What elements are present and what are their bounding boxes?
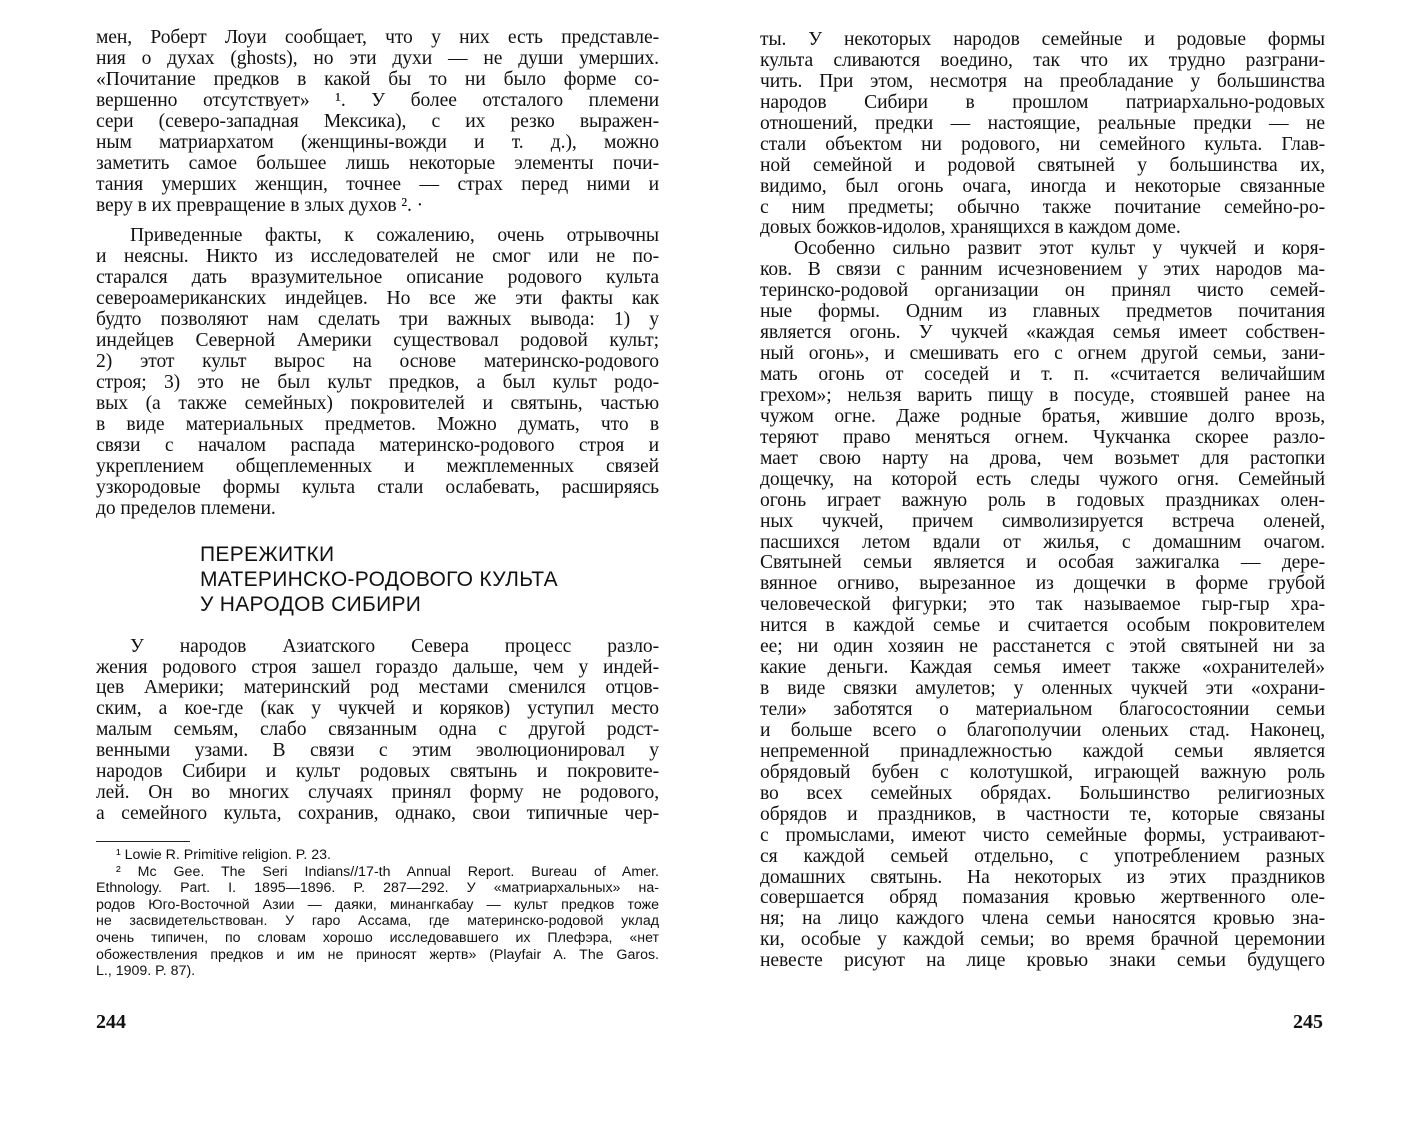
page-number-right: 245: [1293, 1011, 1323, 1033]
text-line: вершенно отсутствует» ¹. У более отсталого племени: [96, 89, 659, 111]
footnotes: [96, 847, 659, 980]
footnote-line: ¹ Lowie R. Primitive religion. P. 23.: [116, 847, 331, 863]
text-line: во всех семейных обрядах. Большинство религиозных: [760, 782, 1325, 804]
text-line: стали объектом ни родового, ни семейного культа. Глав-: [760, 133, 1325, 155]
text-line: ков. В связи с ранним исчезновением у этих народов ма-: [760, 259, 1325, 281]
text-line: 2) этот культ вырос на основе материнско-родового: [96, 351, 659, 373]
text-line: ния о духах (ghosts), но эти духи — не души умерших.: [96, 47, 659, 69]
text-line: вых (а также семейных) покровителей и святынь, частью: [96, 392, 659, 414]
text-line: ским, а кое-где (как у чукчей и коряков) уступил место: [96, 698, 659, 720]
text-line: тания умерших женщин, точнее — страх перед ними и: [96, 173, 659, 195]
text-line: Приведенные факты, к сожалению, очень отрывочны: [130, 225, 659, 247]
left-paragraph-3: [96, 637, 659, 825]
text-line: пасшихся летом вдали от жилья, с домашним очагом.: [760, 531, 1325, 553]
text-line: до пределов племени.: [96, 497, 276, 519]
heading-line: ПЕРЕЖИТКИ: [200, 542, 335, 566]
text-line: является огонь. У чукчей «каждая семья имеет собствен-: [760, 322, 1325, 344]
footnote-line: L., 1909. P. 87).: [96, 963, 196, 980]
text-line: невесте рисуют на лице кровью знаки семьи будущего: [760, 950, 1325, 972]
right-text-block: [760, 30, 1325, 972]
text-line: вянное огниво, вырезанное из дощечки в форме грубой: [760, 573, 1325, 595]
text-line: видимо, был огонь очага, иногда и некоторые связанные: [760, 175, 1325, 197]
text-line: теринско-родовой организации он принял чисто семей-: [760, 280, 1325, 302]
text-line: ее; ни один хозяин не расстанется с этой святыней ни за: [760, 636, 1325, 658]
text-line: чить. При этом, несмотря на преобладание у большинства: [760, 70, 1325, 92]
text-line: отношений, предки — настоящие, реальные предки — не: [760, 112, 1325, 134]
text-line: ки, особые у каждой семьи; во время брачной церемонии: [760, 929, 1325, 951]
text-line: малым семьям, слабо связанным одна с другой родст-: [96, 719, 659, 741]
text-line: и неясны. Никто из исследователей не смог или не по-: [96, 246, 659, 268]
text-line: культа сливаются воедино, так что их трудно разграни-: [760, 49, 1325, 71]
text-line: У народов Азиатского Севера процесс разло-: [130, 635, 659, 657]
text-line: мать огонь от соседей и т. п. «считается величайшим: [760, 364, 1325, 385]
left-paragraph-1: [96, 28, 659, 216]
text-line: Особенно сильно развит этот культ у чукчей и коря-: [794, 238, 1325, 260]
text-line: обрядов и праздников, в частности те, которые связаны: [760, 803, 1325, 825]
text-line: тели» заботятся о материальном благосостоянии семьи: [760, 699, 1325, 720]
footnote-divider: [96, 841, 190, 842]
footnote-line: очень типичен, по словам хорошо исследовавшего их Плефэра, «нет: [96, 929, 659, 946]
text-line: связи с началом распада материнско-родового строя и: [96, 434, 659, 456]
text-line: совершается обряд помазания кровью жертвенного оле-: [760, 887, 1325, 909]
text-line: строя; 3) это не был культ предков, а был культ родо-: [96, 372, 659, 393]
text-line: народов Сибири и культ родовых святынь и покровите-: [96, 761, 659, 783]
text-line: довых божков-идолов, хранящихся в каждом доме.: [760, 217, 1181, 239]
text-line: нится в каждой семье и считается особым покровителем: [760, 615, 1325, 637]
text-line: североамериканских индейцев. Но все же эти факты как: [96, 288, 659, 310]
text-line: будто позволяют нам сделать три важных вывода: 1) у: [96, 309, 659, 331]
text-line: ня; на лицо каждого члена семьи наносятся кровью зна-: [760, 908, 1325, 930]
text-line: заметить самое большее лишь некоторые элементы почи-: [96, 152, 659, 174]
footnote-line: родов Юго-Восточной Азии — даяки, минангкабау — культ предков тоже: [96, 896, 659, 913]
text-line: дощечку, на которой есть следы чужого огня. Семейный: [760, 468, 1325, 490]
section-heading: [200, 542, 659, 617]
text-line: ный огонь», и смешивать его с огнем другой семьи, зани-: [760, 343, 1325, 365]
text-line: и больше всего о благополучии оленьих стад. Наконец,: [760, 719, 1325, 741]
text-line: ным матриархатом (женщины-вожди и т. д.), можно: [96, 131, 659, 153]
text-line: грехом»; нельзя варить пищу в посуде, стоявшей ранее на: [760, 384, 1325, 406]
text-line: чужом огне. Даже родные братья, жившие долго врозь,: [760, 405, 1325, 427]
text-line: огонь играет важную роль в годовых праздниках олен-: [760, 489, 1325, 511]
text-line: Святыней семьи является и особая зажигалка — дере-: [760, 552, 1325, 574]
right-page: [760, 0, 1325, 1131]
text-line: веру в их превращение в злых духов ². ·: [96, 194, 424, 216]
text-line: человеческой фигурки; это так называемое гыр-гыр хра-: [760, 594, 1325, 616]
footnote-line: Ethnology. Part. I. 1895—1896. P. 287—292. У «матриархальных» на-: [96, 880, 659, 897]
text-line: ной семейной и родовой святыней у большинства их,: [760, 154, 1325, 176]
heading-line: У НАРОДОВ СИБИРИ: [200, 592, 422, 616]
text-line: узкородовые формы культа стали ослабевать, расширяясь: [96, 476, 659, 498]
text-line: «Почитание предков в какой бы то ни было форме со-: [96, 68, 659, 90]
text-line: укреплением общеплеменных и межплеменных связей: [96, 455, 659, 477]
text-line: индейцев Северной Америки существовал родовой культ;: [96, 330, 659, 352]
footnote-line: обожествления предков и им не приносят жертв» (Playfair A. The Garos.: [96, 946, 659, 963]
text-line: лей. Он во многих случаях принял форму не родового,: [96, 782, 659, 804]
heading-line: МАТЕРИНСКО-РОДОВОГО КУЛЬТА: [200, 567, 558, 591]
text-line: цев Америки; материнский род местами сменился отцов-: [96, 677, 659, 699]
text-line: какие деньги. Каждая семья имеет также «охранителей»: [760, 657, 1325, 679]
text-line: домашних святынь. На некоторых из этих праздников: [760, 866, 1325, 888]
text-line: в виде связки амулетов; у оленных чукчей эти «охрани-: [760, 678, 1325, 700]
text-line: жения родового строя зашел гораздо дальше, чем у индей-: [96, 656, 659, 678]
page-number-left: 244: [96, 1011, 126, 1033]
text-line: старался дать вразумительное описание родового культа: [96, 267, 659, 289]
text-line: с промыслами, имеют чисто семейные формы, устраивают-: [760, 824, 1325, 846]
text-line: непременной принадлежностью каждой семьи является: [760, 740, 1325, 762]
text-line: сери (северо-западная Мексика), с их резко выражен-: [96, 110, 659, 132]
text-line: ные формы. Одним из главных предметов почитания: [760, 301, 1325, 323]
text-line: мает свою нарту на дрова, чем возьмет для растопки: [760, 447, 1325, 469]
right-paragraph-2: [760, 239, 1325, 972]
text-line: ся каждой семьей отдельно, с употреблением разных: [760, 845, 1325, 867]
left-paragraph-2: [96, 226, 659, 519]
left-page: [96, 0, 659, 1131]
text-line: в виде материальных предметов. Можно думать, что в: [96, 413, 659, 435]
text-line: с ним предметы; обычно также почитание семейно-ро-: [760, 196, 1325, 218]
text-line: народов Сибири в прошлом патриархально-родовых: [760, 91, 1325, 113]
text-line: обрядовый бубен с колотушкой, играющей важную роль: [760, 761, 1325, 783]
text-line: ных чукчей, причем символизируется встреча оленей,: [760, 510, 1325, 532]
text-line: а семейного культа, сохранив, однако, свои типичные чер-: [96, 803, 659, 825]
footnote-line: не засвидетельствован. У гаро Ассама, где материнско-родовой уклад: [96, 913, 659, 930]
text-line: мен, Роберт Лоуи сообщает, что у них есть представле-: [96, 27, 659, 48]
footnote-line: ² Mc Gee. The Seri Indians//17-th Annual Report. Bureau of Amer.: [116, 863, 659, 880]
right-paragraph-1: [760, 30, 1325, 239]
text-line: венными узами. В связи с этим эволюционировал у: [96, 740, 659, 762]
text-line: ты. У некоторых народов семейные и родовые формы: [760, 29, 1325, 50]
left-text-block: [96, 28, 659, 980]
text-line: теряют право меняться огнем. Чукчанка скорее разло-: [760, 426, 1325, 448]
